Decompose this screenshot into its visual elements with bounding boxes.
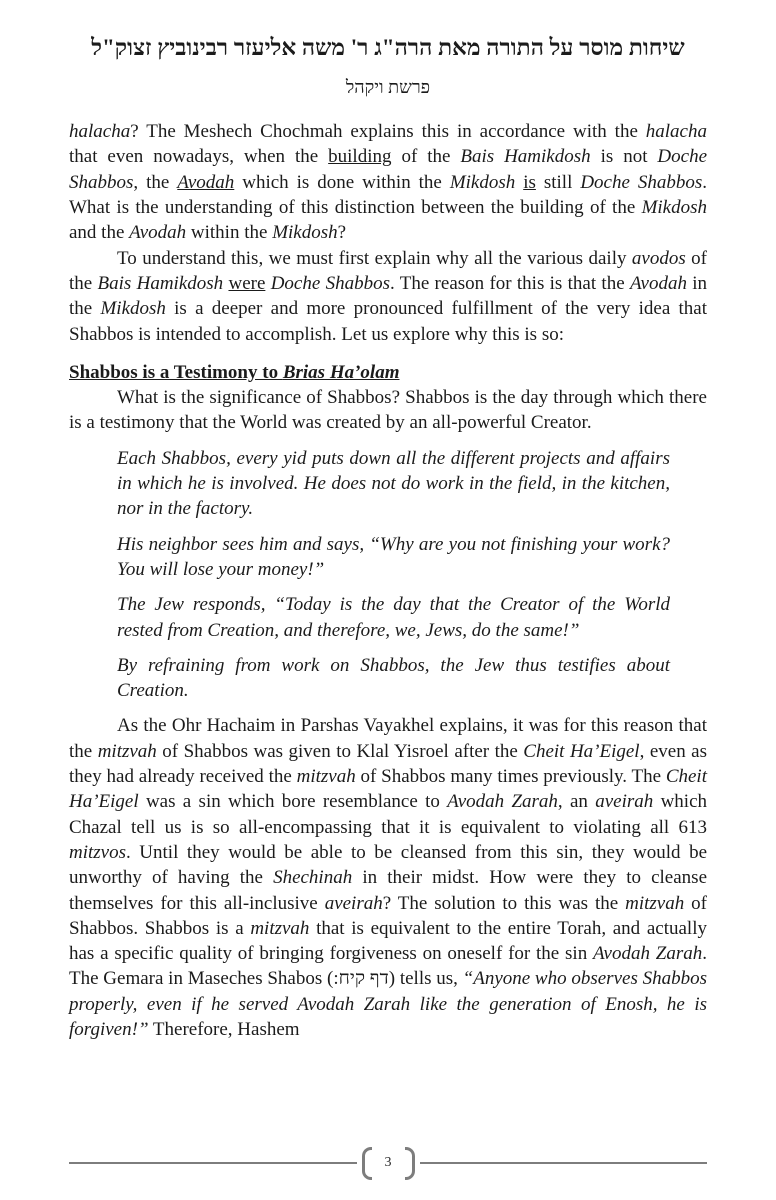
block-quote: The Jew responds, “Today is the day that the Creator of the World rested from Creation, and therefore, we, Jews, do the same!” xyxy=(117,594,670,641)
emphasized-text: Mikdosh xyxy=(641,197,707,219)
emphasized-text: Shabbos is a Testimony to xyxy=(69,361,283,383)
paragraph: halacha? The Meshech Chochmah explains this in accordance with the halacha that even nowadays, when the building of the Bais Hamikdosh is not Doche Shabbos, the Avodah which is done within the Mikdosh is still Doche Shabbos. What is the understanding of this distinction between the building of the Mikdosh and the Avodah within the Mikdosh? xyxy=(69,121,708,244)
emphasized-text: Mikdosh xyxy=(100,298,166,320)
section-heading xyxy=(69,360,707,385)
emphasized-text: aveirah xyxy=(324,892,383,914)
emphasized-text: Bais Hamikdosh xyxy=(460,146,591,168)
hebrew-citation: דף קיח: xyxy=(333,968,389,990)
emphasized-text: Doche Shabbos xyxy=(580,171,703,193)
emphasized-text: halacha xyxy=(645,121,707,143)
emphasized-text: avodos xyxy=(631,247,686,269)
emphasized-text: Avodah xyxy=(629,272,687,294)
emphasized-text: Bais Hamikdosh xyxy=(97,272,224,294)
hebrew-subtitle: פרשת ויקהל xyxy=(345,76,431,97)
paragraph: As the Ohr Hachaim in Parshas Vayakhel explains, it was for this reason that the mitzvah of Shabbos was given to Klal Yisroel after the Cheit Ha’Eigel, even as they had already received the mitzvah of Shabbos many times previously. The Cheit Ha’Eigel was a sin which bore resemblance to Avodah Zarah, an aveirah which Chazal tell us is so all-encompassing that it is equivalent to violating all 613 mitzvos. Until they would be able to be cleansed from this sin, they would be unworthy of having the Shechinah in their midst. How were they to cleanse themselves for this all-inclusive aveirah? The solution to this was the mitzvah of Shabbos. Shabbos is a mitzvah that is equivalent to the entire Torah, and actually has a specific quality of bringing forgiveness on oneself for the sin Avodah Zarah. The Gemara in Maseches Shabos (דף קיח:) tells us, “Anyone who observes Shabbos properly, even if he served Avodah Zarah like the generation of Enosh, he is forgiven!” Therefore, Hashem xyxy=(69,715,708,1040)
hebrew-title: שיחות מוסר על התורה מאת הרה"ג ר' משה אליעזר רבינוביץ זצוק"ל xyxy=(91,35,685,60)
emphasized-text: aveirah xyxy=(595,791,654,813)
emphasized-text: Doche Shabbos xyxy=(69,146,708,193)
paragraph: To understand this, we must first explain why all the various daily avodos of the Bais Hamikdosh were Doche Shabbos. The reason for this is that the Avodah in the Mikdosh is a deeper and more pronounced fulfillment of the very idea that Shabbos is intended to accomplish. Let us explore why this is so: xyxy=(69,247,708,345)
emphasized-text: Cheit Ha’Eigel xyxy=(523,740,640,762)
emphasized-text: mitzvah xyxy=(97,740,157,762)
page-header xyxy=(69,34,707,98)
block-quote: Each Shabbos, every yid puts down all the different projects and affairs in which he is involved. He does not do work in the field, in the kitchen, nor in the factory. xyxy=(117,447,670,520)
page-number-right-bracket xyxy=(405,1147,415,1180)
paragraph: What is the significance of Shabbos? Shabbos is the day through which there is a testimony that the World was created by an all-powerful Creator. xyxy=(69,387,707,434)
page-number: 3 xyxy=(384,1155,392,1170)
emphasized-text: Shechinah xyxy=(273,867,353,889)
page-number-left-bracket xyxy=(362,1147,372,1180)
footer-rule-left xyxy=(69,1162,357,1164)
emphasized-text: halacha xyxy=(69,121,131,143)
emphasized-text: Brias Ha’olam xyxy=(282,361,400,383)
page-footer xyxy=(69,1146,707,1180)
emphasized-text: Doche Shabbos xyxy=(270,272,390,294)
emphasized-text: Avodah Zarah xyxy=(593,943,703,965)
emphasized-text: Avodah xyxy=(177,171,235,193)
emphasized-text: Mikdosh xyxy=(449,171,516,193)
block-quote: His neighbor sees him and says, “Why are you not finishing your work? You will lose your money!” xyxy=(117,533,670,580)
emphasized-text: mitzvah xyxy=(625,892,685,914)
emphasized-text: Avodah Zarah xyxy=(447,791,558,813)
emphasized-text: is xyxy=(523,171,536,193)
emphasized-text: Mikdosh xyxy=(272,222,338,244)
footer-rule-right xyxy=(420,1162,708,1164)
emphasized-text: mitzvah xyxy=(250,917,310,939)
document-body xyxy=(69,119,707,1042)
emphasized-text: building xyxy=(328,146,392,168)
block-quote: By refraining from work on Shabbos, the Jew thus testifies about Creation. xyxy=(117,654,670,702)
emphasized-text: mitzvah xyxy=(296,766,356,788)
emphasized-text: Avodah xyxy=(129,222,187,244)
emphasized-text: Cheit Ha’Eigel xyxy=(69,766,707,813)
emphasized-text: “Anyone who observes Shabbos properly, even if he served Avodah Zarah like the generation of Enosh, he is forgiven!” xyxy=(69,968,707,1040)
emphasized-text: were xyxy=(228,272,266,294)
emphasized-text: mitzvos xyxy=(69,841,126,863)
